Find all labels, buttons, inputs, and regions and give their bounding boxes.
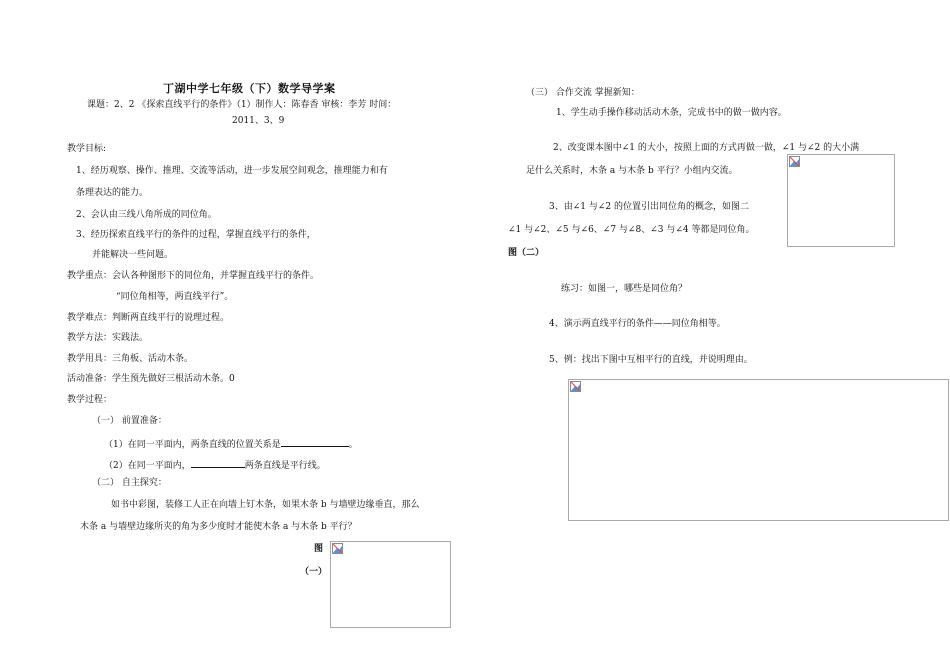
lesson-date: 2011、3、9	[232, 116, 285, 126]
item-3-line-2: ∠1 与∠2、∠5 与∠6、∠7 与∠8、∠3 与∠4 等都是同位角。	[508, 225, 755, 235]
teaching-tools: 教学用具：三角板、活动木条。	[67, 354, 194, 364]
page-title: 丁湖中学七年级（下）数学导学案	[163, 82, 336, 95]
goals-heading: 教学目标:	[67, 144, 107, 154]
question-2-text: （2）在同一平面内，	[104, 461, 191, 471]
answer-blank-2[interactable]	[191, 458, 245, 468]
figure-1-label-b: （一）	[300, 567, 328, 577]
explore-line-2: 木条 a 与墙壁边缘所夹的角为多少度时才能使木条 a 与木条 b 平行？	[80, 522, 357, 532]
broken-image-icon	[789, 156, 800, 167]
section-1-heading: （一） 前置准备：	[92, 416, 167, 426]
goal-1-line-1: 1、经历观察、操作、推理、交流等活动，进一步发展空间观念，推理能力和有	[76, 166, 388, 176]
goal-3-line-1: 3、经历探索直线平行的条件的过程，掌握直线平行的条件，	[76, 230, 316, 240]
section-3-heading: （三） 合作交流 掌握新知：	[526, 88, 640, 98]
figure-1-image	[330, 541, 451, 628]
question-1-text: （1）在同一平面内，两条直线的位置关系是	[104, 440, 281, 450]
figure-2-label: 图（二）	[508, 248, 545, 258]
question-2-end: 两条直线是平行线。	[244, 461, 326, 471]
item-4: 4、演示两直线平行的条件——同位角相等。	[549, 319, 726, 329]
goal-2: 2、会认由三线八角所成的同位角。	[76, 210, 217, 220]
question-1-end: 。	[348, 440, 358, 450]
explore-line-1: 如书中彩图，装修工人正在向墙上钉木条，如果木条 b 与墙壁边缘垂直，那么	[111, 500, 420, 510]
process-heading: 教学过程：	[67, 395, 113, 405]
figure-2-image	[787, 154, 895, 247]
activity-prep: 活动准备：学生预先做好三根活动木条。0	[67, 374, 235, 384]
item-2-line-2: 足什么关系时，木条 a 与木条 b 平行？小组内交流。	[526, 166, 738, 176]
broken-image-icon	[570, 381, 581, 392]
item-5: 5、例：找出下图中互相平行的直线，并说明理由。	[549, 355, 753, 365]
difficulty: 教学难点：判断两直线平行的说理过程。	[67, 313, 230, 323]
broken-image-icon	[332, 543, 343, 554]
answer-blank-1[interactable]	[281, 437, 349, 447]
exercise: 练习：如图一，哪些是同位角？	[561, 284, 688, 294]
key-point-quote: “同位角相等，两直线平行”。	[116, 292, 234, 302]
key-point: 教学重点：会认各种图形下的同位角，并掌握直线平行的条件。	[67, 271, 320, 281]
section-2-heading: （二） 自主探究：	[92, 478, 167, 488]
figure-1-label-a: 图	[314, 544, 324, 554]
question-1	[104, 437, 358, 451]
lesson-header-line: 课题：2、2 《探索直线平行的条件》（1）制作人：陈春香 审核：李芳 时间：	[87, 100, 397, 110]
goal-1-line-2: 条理表达的能力。	[76, 188, 149, 198]
item-2-line-1: 2、改变课本图中∠1 的大小，按照上面的方式再做一做，∠1 与∠2 的大小满	[553, 143, 860, 153]
teaching-method: 教学方法：实践法。	[67, 333, 149, 343]
item-3-line-1: 3、由∠1 与∠2 的位置引出同位角的概念，如图二	[549, 202, 749, 212]
example-figure-image	[568, 379, 949, 521]
question-2	[104, 458, 326, 472]
goal-3-line-2: 并能解决一些问题。	[92, 250, 174, 260]
item-1: 1、学生动手操作移动活动木条，完成书中的做一做内容。	[556, 108, 787, 118]
